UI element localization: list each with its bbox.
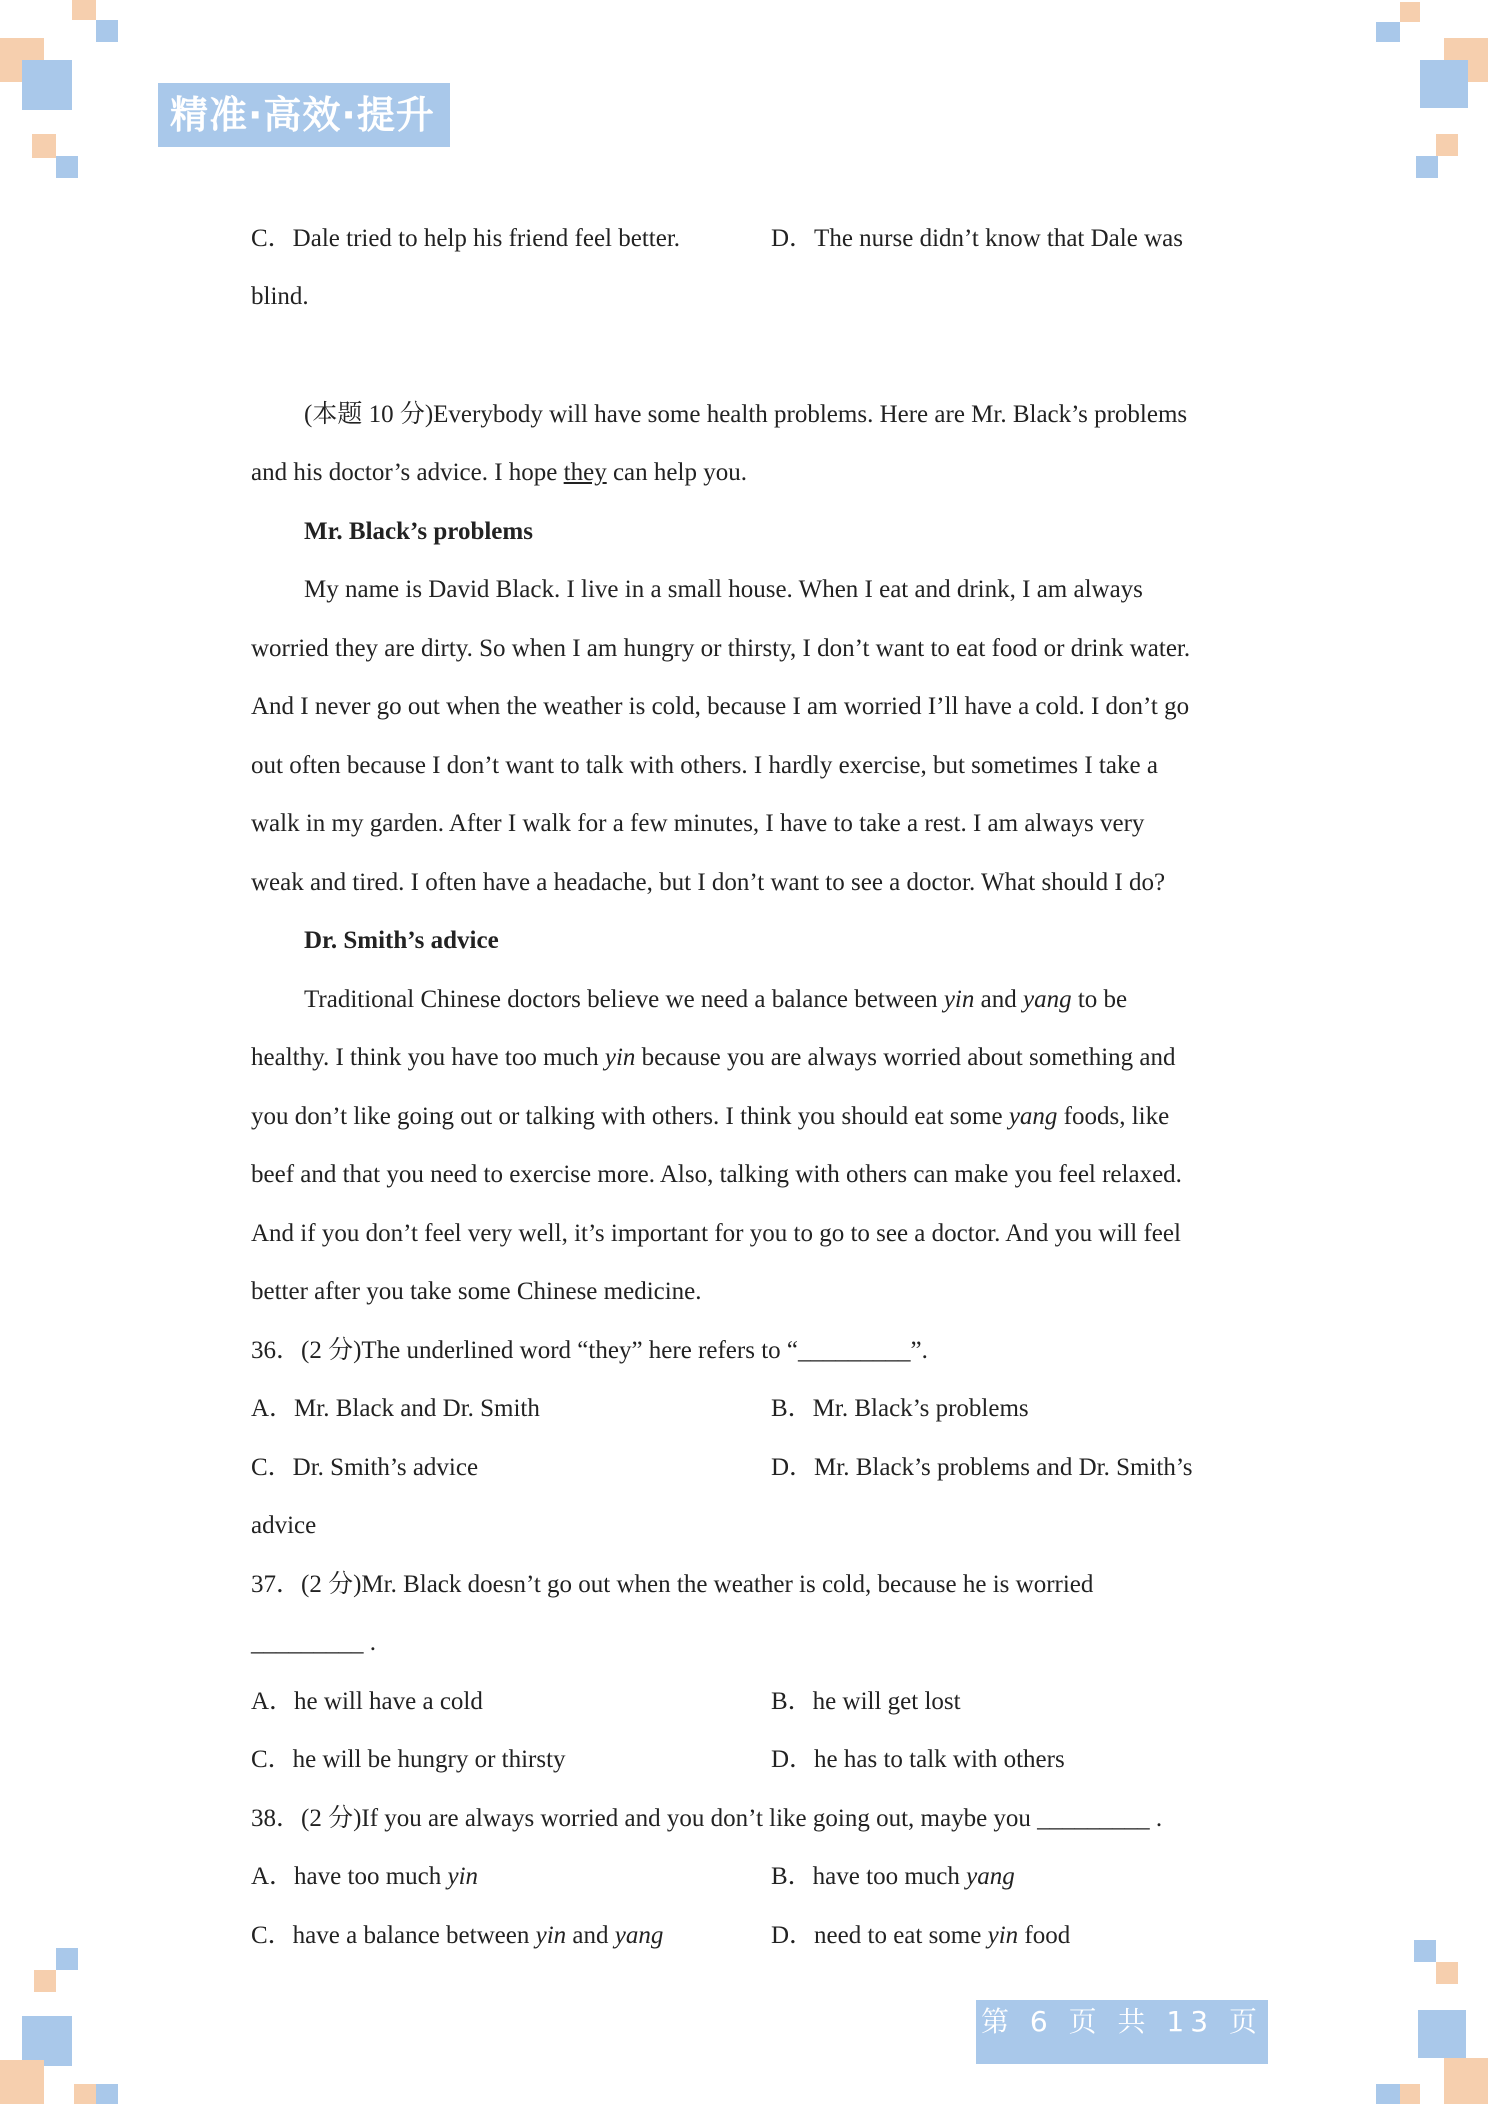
- passage-intro-line-1: (本题 10 分)Everybody will have some health problems. Here are Mr. Black’s problems: [304, 401, 1188, 428]
- problems-line: My name is David Black. I live in a small house. When I eat and drink, I am always: [304, 576, 1143, 603]
- problems-line: And I never go out when the weather is cold, because I am worried I’ll have a cold. I don’t go: [251, 693, 1190, 720]
- q35-option-d: D．The nurse didn’t know that Dale was: [771, 225, 1183, 252]
- q36-stem: 36．(2 分)The underlined word “they” here refers to “_________”.: [251, 1337, 928, 1364]
- q37-stem-cont: _________ .: [251, 1629, 376, 1656]
- q37-option-a: A．he will have a cold: [251, 1688, 483, 1715]
- advice-line: beef and that you need to exercise more. Also, talking with others can make you feel relaxed.: [251, 1161, 1182, 1188]
- advice-line: healthy. I think you have too much yin because you are always worried about something and: [251, 1044, 1176, 1071]
- q37-option-d: D．he has to talk with others: [771, 1746, 1065, 1773]
- q37-option-b: B．he will get lost: [771, 1688, 961, 1715]
- problems-line: out often because I don’t want to talk with others. I hardly exercise, but sometimes I take a: [251, 752, 1158, 779]
- problems-line: walk in my garden. After I walk for a few minutes, I have to take a rest. I am always very: [251, 810, 1145, 837]
- q36-option-c: C．Dr. Smith’s advice: [251, 1454, 479, 1481]
- q35-option-c: C．Dale tried to help his friend feel better.: [251, 225, 681, 252]
- q36-option-a: A．Mr. Black and Dr. Smith: [251, 1395, 540, 1422]
- q35-option-d-cont: blind.: [251, 283, 309, 310]
- advice-line: Traditional Chinese doctors believe we need a balance between yin and yang to be: [304, 986, 1128, 1013]
- q38-stem: 38．(2 分)If you are always worried and you don’t like going out, maybe you _________ .: [251, 1805, 1163, 1832]
- underlined-word-they: they: [563, 459, 607, 486]
- advice-heading: Dr. Smith’s advice: [304, 927, 499, 954]
- advice-line: better after you take some Chinese medicine.: [251, 1278, 702, 1305]
- q38-option-b: B．have too much yang: [771, 1863, 1015, 1890]
- q38-option-d: D．need to eat some yin food: [771, 1922, 1071, 1949]
- problems-line: worried they are dirty. So when I am hungry or thirsty, I don’t want to eat food or drink water.: [251, 635, 1191, 662]
- problems-line: weak and tired. I often have a headache, but I don’t want to see a doctor. What should I do?: [251, 869, 1166, 896]
- passage-intro-line-2: and his doctor’s advice. I hope they can help you.: [251, 459, 747, 486]
- q37-option-c: C．he will be hungry or thirsty: [251, 1746, 566, 1773]
- advice-line: you don’t like going out or talking with others. I think you should eat some yang foods, like: [251, 1103, 1170, 1130]
- page-number-footer: 第 6 页 共 13 页: [976, 2000, 1268, 2064]
- q36-option-d: D．Mr. Black’s problems and Dr. Smith’s: [771, 1454, 1193, 1481]
- q36-option-d-cont: advice: [251, 1512, 317, 1539]
- problems-heading: Mr. Black’s problems: [304, 518, 533, 545]
- brand-banner: 精准·高效·提升: [158, 83, 450, 147]
- q36-option-b: B．Mr. Black’s problems: [771, 1395, 1029, 1422]
- advice-line: And if you don’t feel very well, it’s important for you to go to see a doctor. And you will feel: [251, 1220, 1181, 1247]
- q38-option-a: A．have too much yin: [251, 1863, 479, 1890]
- q37-stem: 37．(2 分)Mr. Black doesn’t go out when the weather is cold, because he is worried: [251, 1571, 1094, 1598]
- q38-option-c: C．have a balance between yin and yang: [251, 1922, 664, 1949]
